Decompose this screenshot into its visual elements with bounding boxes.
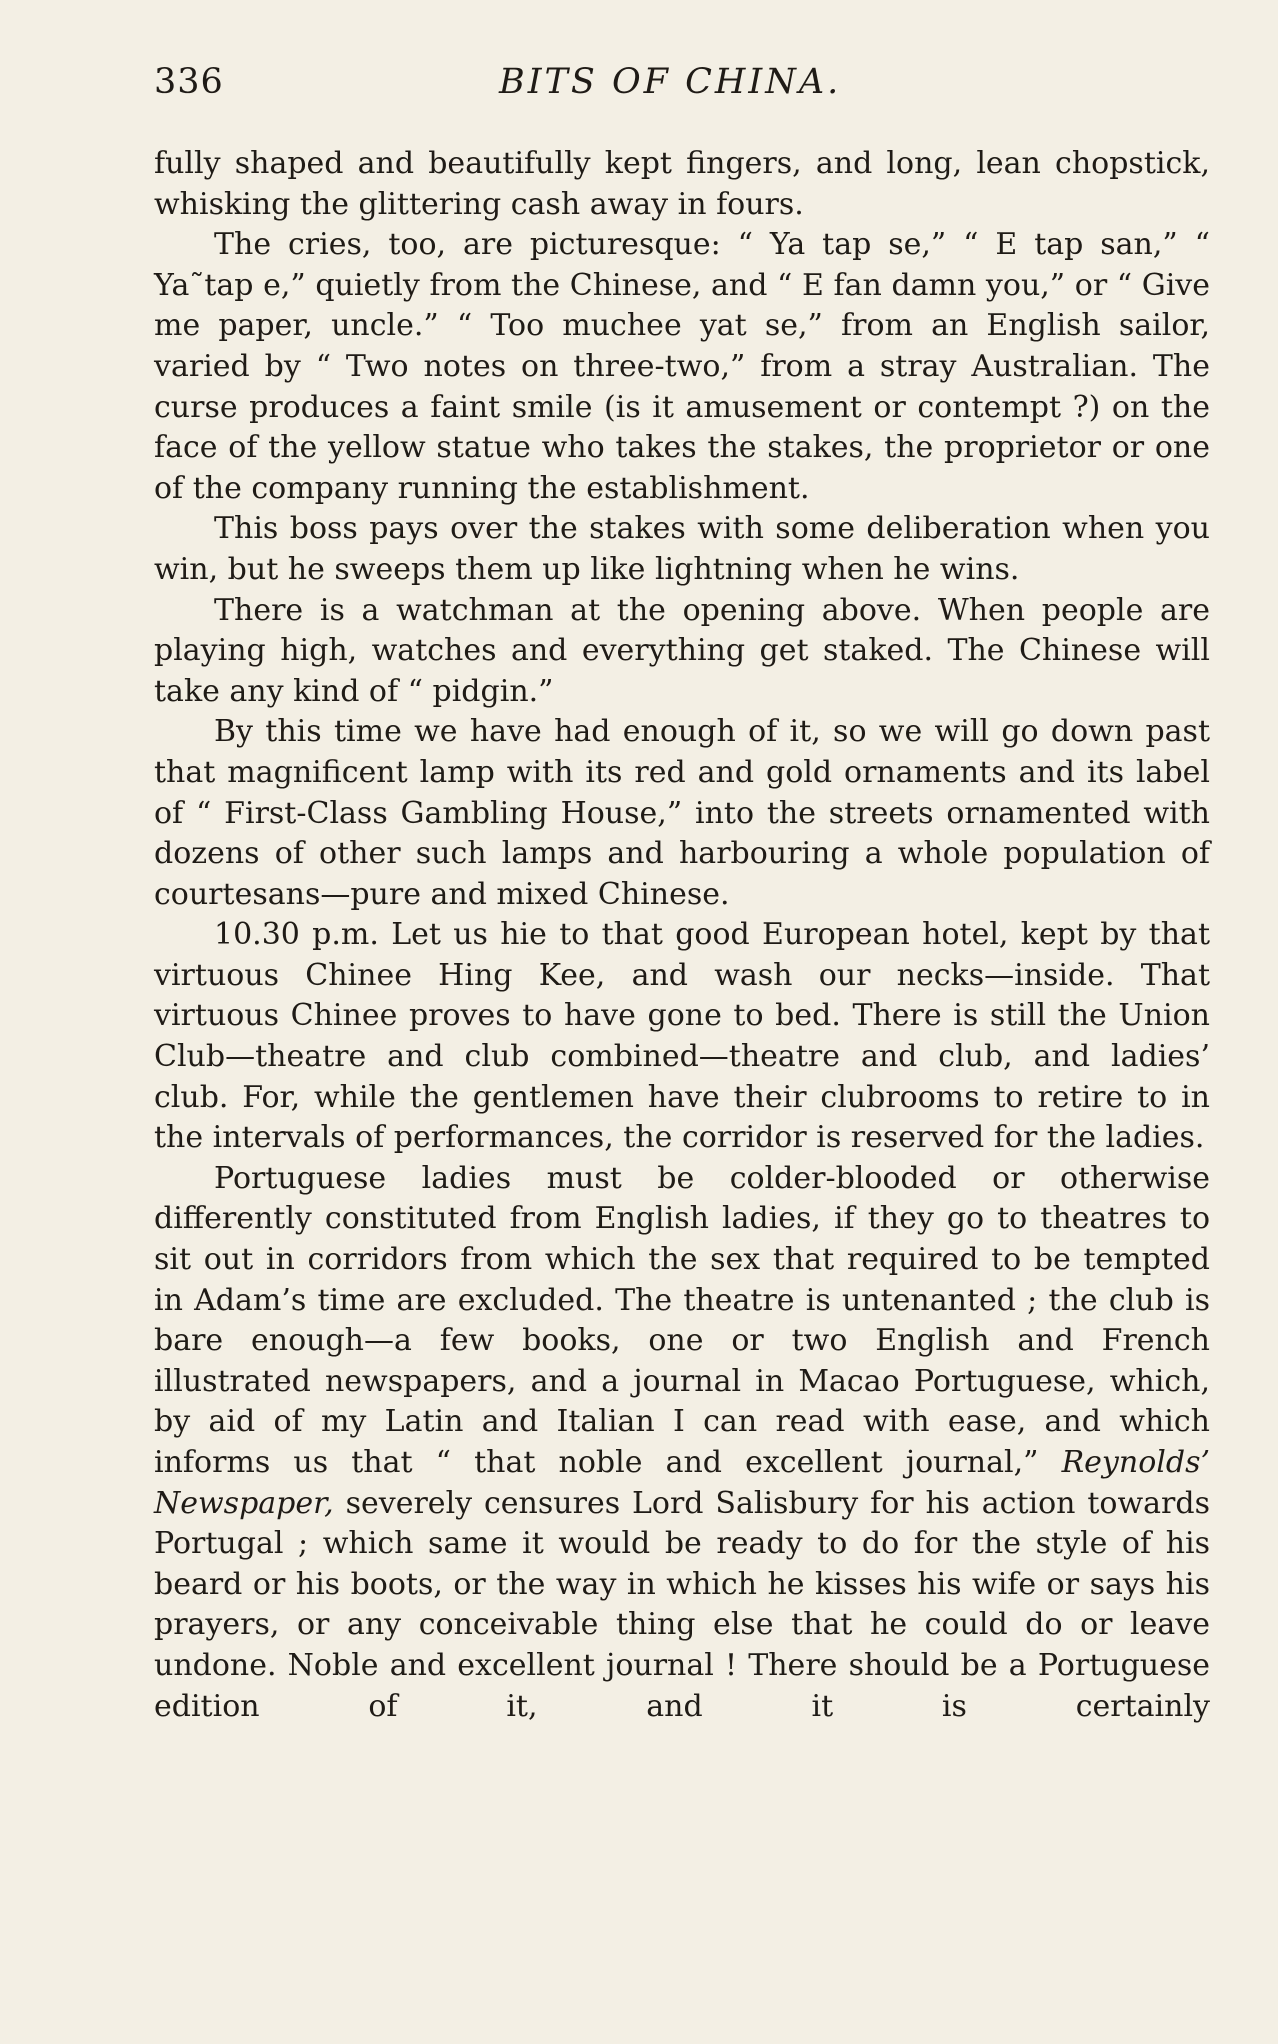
paragraph-watchman: There is a watchman at the opening above. When people are playing high, watches and everything get staked. The Chinese will take any kind of “ pidgin.” bbox=[154, 592, 1210, 709]
body-text bbox=[154, 144, 1210, 1727]
text-after-italic: severely censures Lord Salisbury for his action towards Portugal ; which same it would be ready to do for the style of his beard or his boots, or the way in which he kisses his wife or says his prayers, or any conceivable thing else that he could do or leave undone. Noble and excellent journal ! There should be a Portuguese edition of it, and it is certainly bbox=[154, 1485, 1210, 1724]
paragraph-cries: The cries, too, are picturesque: “ Ya tap se,” “ E tap san,” “ Ya˜tap e,” quietly from the Chinese, and “ E fan damn you,” or “ Give me paper, uncle.” “ Too muchee yat se,” from an English sailor, varied by “ Two notes on three-two,” from a stray Australian. The curse produces a faint smile (is it amusement or contempt ?) on the face of the yellow statue who takes the stakes, the proprietor or one of the company running the establishment. bbox=[154, 227, 1210, 506]
paragraph-hotel: 10.30 p.m. Let us hie to that good European hotel, kept by that virtuous Chinee Hing Kee, and wash our necks—inside. That virtuous Chinee proves to have gone to bed. There is still the Union Club—theatre and club combined—theatre and club, and ladies’ club. For, while the gentlemen have their clubrooms to retire to in the intervals of performances, the corridor is reserved for the ladies. bbox=[154, 917, 1210, 1156]
newspaper-title: Reynolds’ Newspaper, bbox=[154, 1445, 1210, 1521]
paragraph-boss: This boss pays over the stakes with some deliberation when you win, but he sweeps them up like lightning when he wins. bbox=[154, 511, 1210, 587]
running-title: BITS OF CHINA. bbox=[499, 62, 842, 102]
text-before-italic: Portuguese ladies must be colder-blooded or otherwise differently constituted from English ladies, if they go to theatres to sit out in corridors from which the sex that required to be tempted in Adam’s time are excluded. The theatre is untenanted ; the club is bare enough—a few books, one or two English and French illustrated newspapers, and a journal in Macao Portuguese, which, by aid of my Latin and Italian I can read with ease, and which informs us that “ that noble and excellent journal,” bbox=[154, 1160, 1210, 1480]
book-page bbox=[154, 62, 1210, 1727]
page-header bbox=[154, 62, 1210, 108]
paragraph-portuguese-ladies bbox=[154, 1159, 1210, 1727]
paragraph-continuation: fully shaped and beautifully kept fingers, and long, lean chopstick, whisking the glittering cash away in fours. bbox=[154, 146, 1210, 222]
page-number: 336 bbox=[154, 62, 224, 102]
paragraph-lamp: By this time we have had enough of it, so we will go down past that magnificent lamp with its red and gold ornaments and its label of “ First-Class Gambling House,” into the streets ornamented with dozens of other such lamps and harbouring a whole population of courtesans—pure and mixed Chinese. bbox=[154, 714, 1210, 912]
